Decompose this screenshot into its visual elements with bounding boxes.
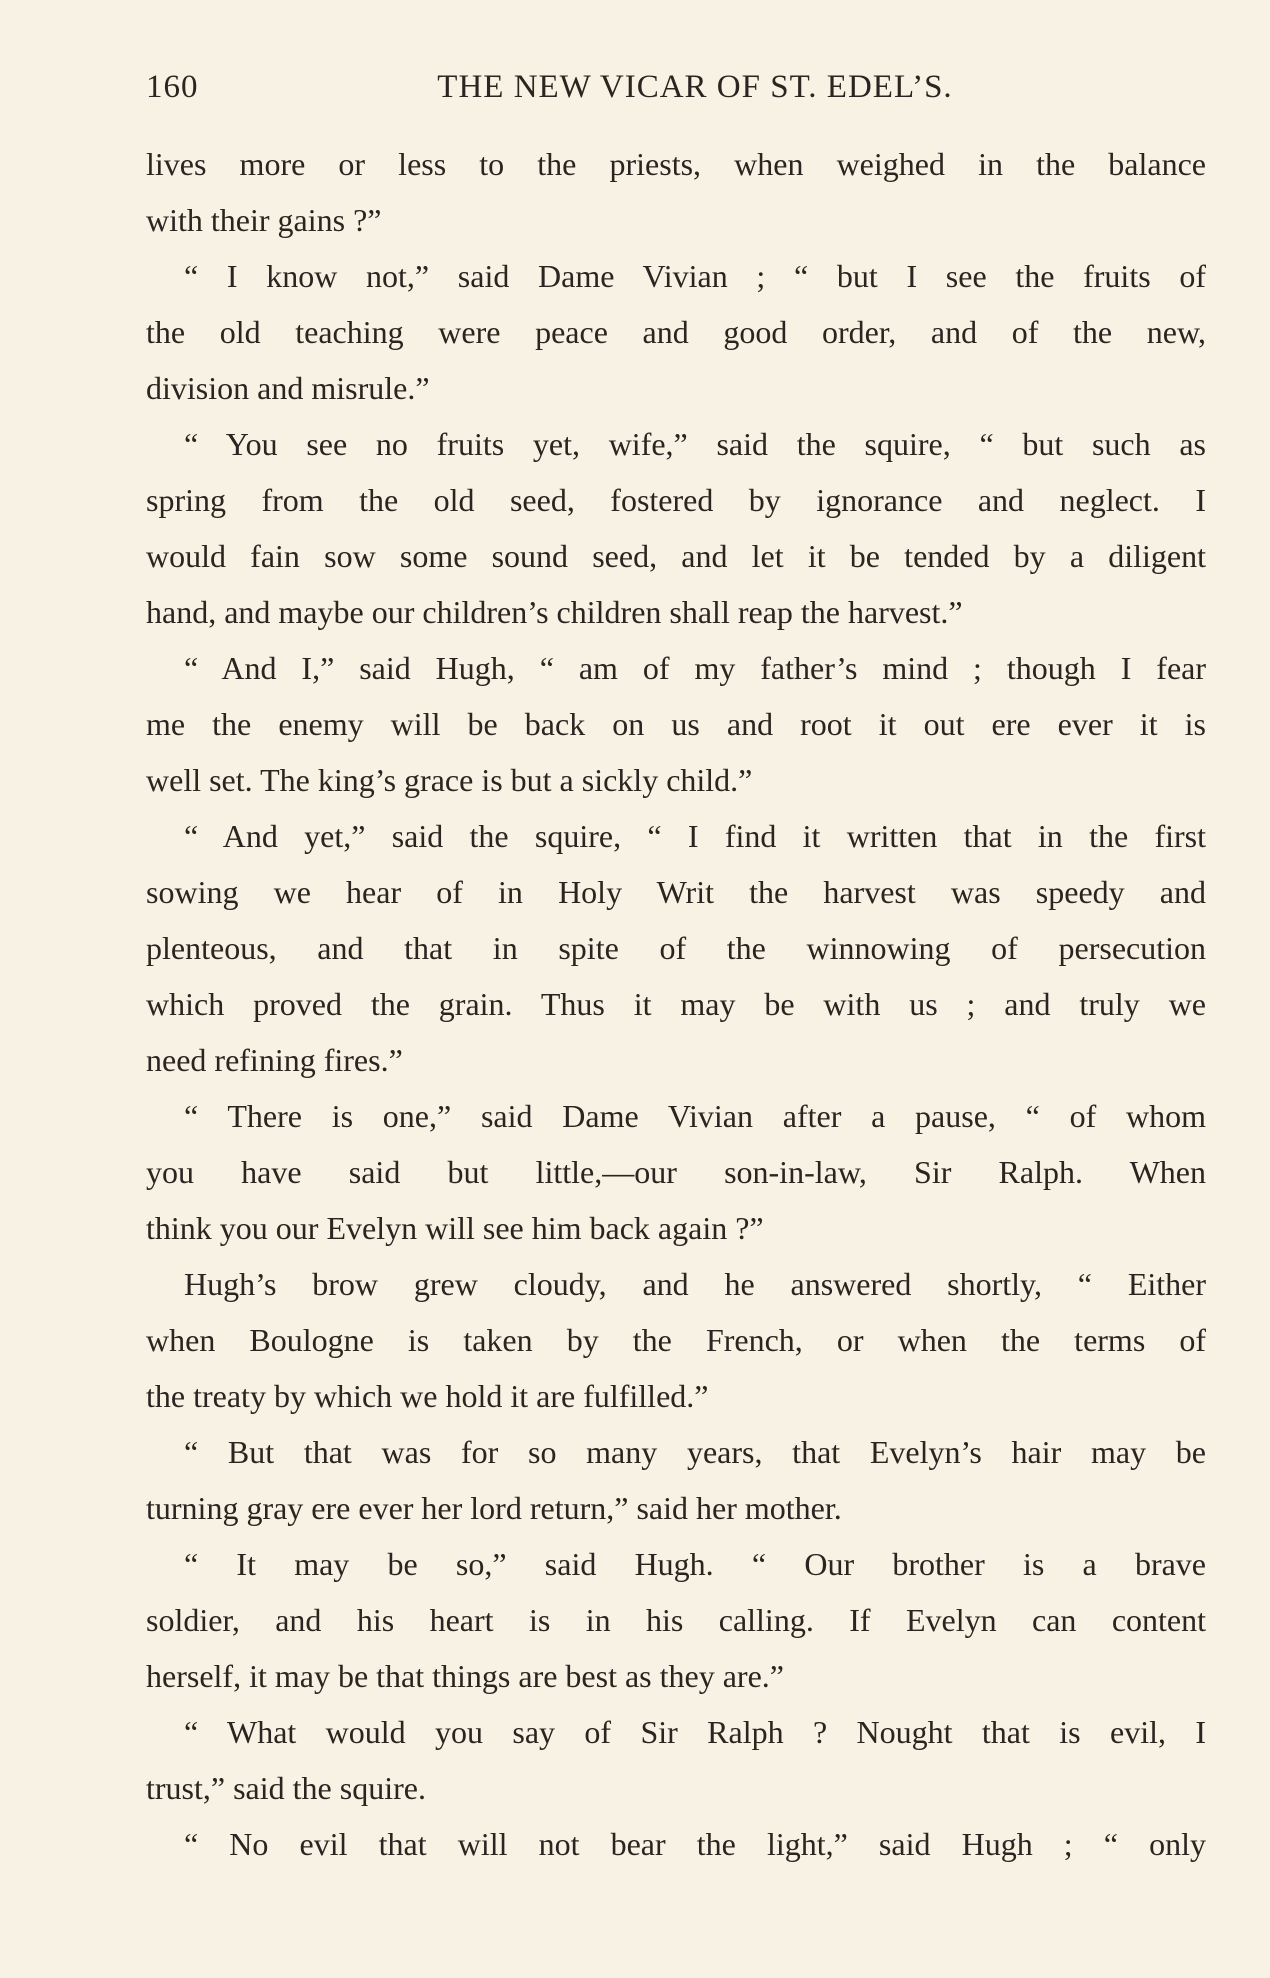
text-line: with their gains ?” [146, 202, 382, 238]
text-line: herself, it may be that things are best as they are.” [146, 1658, 784, 1694]
text-line: turning gray ere ever her lord return,” said her mother. [146, 1490, 842, 1526]
text-line: “ It may be so,” said Hugh. “ Our brother is a brave [184, 1546, 1206, 1582]
body-text [146, 136, 1206, 1872]
text-line: need refining fires.” [146, 1042, 403, 1078]
text-line: “ And yet,” said the squire, “ I find it written that in the first [184, 818, 1206, 854]
text-line: “ What would you say of Sir Ralph ? Nought that is evil, I [184, 1714, 1206, 1750]
text-line: “ I know not,” said Dame Vivian ; “ but I see the fruits of [184, 258, 1206, 294]
text-line: when Boulogne is taken by the French, or when the terms of [146, 1322, 1206, 1358]
text-line: sowing we hear of in Holy Writ the harvest was speedy and [146, 874, 1206, 910]
text-line: “ But that was for so many years, that Evelyn’s hair may be [184, 1434, 1206, 1470]
text-line: division and misrule.” [146, 370, 430, 406]
text-line: trust,” said the squire. [146, 1770, 426, 1806]
text-line: would fain sow some sound seed, and let it be tended by a diligent [146, 538, 1206, 574]
page-header [146, 62, 1214, 112]
running-title: THE NEW VICAR OF ST. EDEL’S. [437, 69, 953, 105]
text-line: hand, and maybe our children’s children shall reap the harvest.” [146, 594, 963, 630]
text-line: think you our Evelyn will see him back again ?” [146, 1210, 764, 1246]
text-line: soldier, and his heart is in his calling. If Evelyn can content [146, 1602, 1206, 1638]
text-line: lives more or less to the priests, when weighed in the balance [146, 146, 1206, 182]
text-line: which proved the grain. Thus it may be with us ; and truly we [146, 986, 1206, 1022]
page-number: 160 [146, 69, 199, 105]
text-line: spring from the old seed, fostered by ignorance and neglect. I [146, 482, 1206, 518]
text-line: “ No evil that will not bear the light,” said Hugh ; “ only [184, 1826, 1206, 1862]
text-line: me the enemy will be back on us and root it out ere ever it is [146, 706, 1206, 742]
text-line: the treaty by which we hold it are fulfilled.” [146, 1378, 709, 1414]
text-line: well set. The king’s grace is but a sickly child.” [146, 762, 753, 798]
text-line: “ There is one,” said Dame Vivian after a pause, “ of whom [184, 1098, 1206, 1134]
text-line: you have said but little,—our son-in-law, Sir Ralph. When [146, 1154, 1206, 1190]
text-line: plenteous, and that in spite of the winnowing of persecution [146, 930, 1206, 966]
text-line: Hugh’s brow grew cloudy, and he answered shortly, “ Either [184, 1266, 1206, 1302]
text-line: “ And I,” said Hugh, “ am of my father’s mind ; though I fear [184, 650, 1206, 686]
text-line: “ You see no fruits yet, wife,” said the squire, “ but such as [184, 426, 1206, 462]
text-line: the old teaching were peace and good order, and of the new, [146, 314, 1206, 350]
